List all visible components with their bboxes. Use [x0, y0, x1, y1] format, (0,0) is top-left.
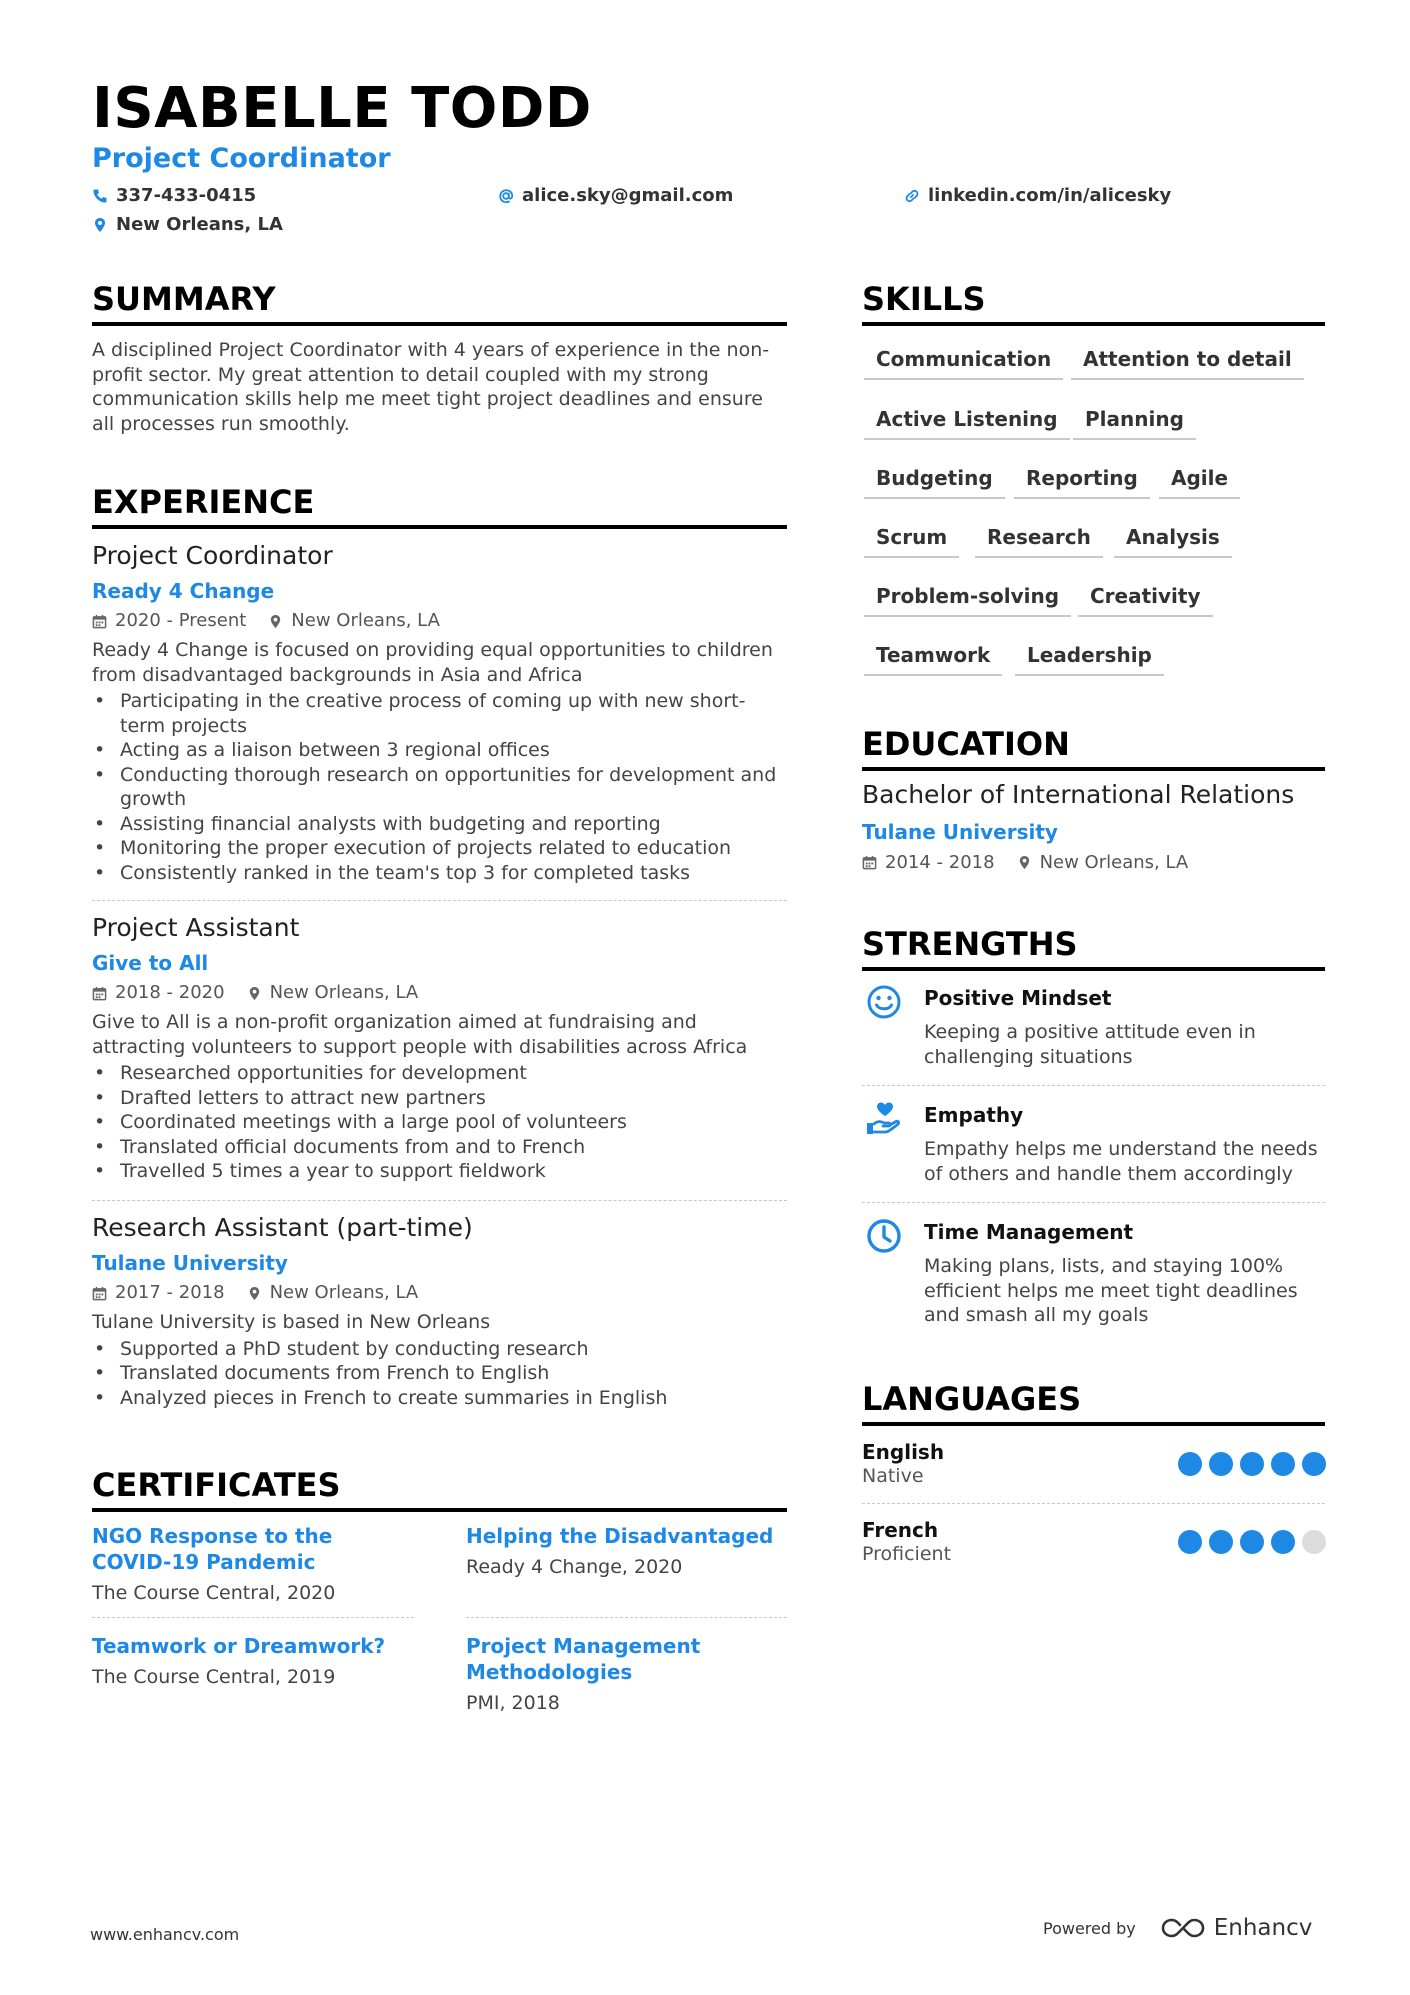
calendar-icon — [92, 1286, 107, 1301]
linkedin-text: linkedin.com/in/alicesky — [928, 185, 1172, 206]
phone-text: 337-433-0415 — [116, 185, 257, 206]
job-bullet: • Translated documents from French to English — [92, 1361, 787, 1386]
job-bullet: • Assisting financial analysts with budgeting and reporting — [92, 812, 787, 837]
language-rating — [1178, 1530, 1326, 1554]
linkedin-contact[interactable] — [904, 185, 1171, 206]
job-entry — [92, 540, 787, 885]
job-bullet: • Translated official documents from and to French — [92, 1135, 787, 1160]
job-meta — [92, 982, 787, 1004]
job-bullet: • Travelled 5 times a year to support fieldwork — [92, 1159, 787, 1184]
job-description: Give to All is a non-profit organization aimed at fundraising and attracting volunteers to support people with disabilities across Africa — [92, 1011, 748, 1058]
skill-tag: Communication — [864, 346, 1063, 380]
strength-description: Making plans, lists, and staying 100% efficient helps me meet tight deadlines and smash all my goals — [924, 1255, 1298, 1326]
job-location: New Orleans, LA — [269, 1282, 419, 1303]
location-pin-icon — [92, 217, 108, 233]
strength-item — [862, 1101, 1325, 1201]
education-degree: Bachelor of International Relations — [862, 780, 1295, 809]
job-company[interactable]: Ready 4 Change — [92, 579, 275, 603]
language-level: Proficient — [862, 1543, 952, 1565]
phone-contact[interactable] — [92, 185, 256, 206]
job-bullet: • Analyzed pieces in French to create summaries in English — [92, 1386, 787, 1411]
strength-description: Empathy helps me understand the needs of others and handle them accordingly — [924, 1138, 1318, 1185]
strength-title: Empathy — [924, 1103, 1024, 1127]
footer-branding — [1043, 1915, 1312, 1941]
certificate-item — [466, 1633, 787, 1715]
job-bullets — [92, 1337, 787, 1411]
certificate-issuer: The Course Central, 2020 — [92, 1582, 336, 1604]
education-location: New Orleans, LA — [1039, 852, 1189, 873]
rating-dot-filled — [1178, 1530, 1202, 1554]
location-text: New Orleans, LA — [116, 214, 283, 235]
rating-dot-empty — [1302, 1530, 1326, 1554]
smile-icon — [866, 984, 902, 1020]
enhancv-logo-icon — [1160, 1915, 1206, 1941]
language-name: French — [862, 1518, 939, 1542]
job-bullet: • Consistently ranked in the team's top 3 for completed tasks — [92, 861, 787, 886]
divider — [862, 1202, 1325, 1203]
powered-by-text: Powered by — [1043, 1918, 1136, 1938]
job-title: Research Assistant (part-time) — [92, 1213, 473, 1242]
strength-description: Keeping a positive attitude even in challenging situations — [924, 1021, 1256, 1068]
certificate-title[interactable]: Teamwork or Dreamwork? — [92, 1634, 386, 1658]
language-name: English — [862, 1440, 945, 1464]
certificate-item — [466, 1523, 787, 1579]
job-bullet: • Coordinated meetings with a large pool of volunteers — [92, 1110, 787, 1135]
job-location: New Orleans, LA — [269, 982, 419, 1003]
job-bullet: • Drafted letters to attract new partners — [92, 1086, 787, 1111]
job-bullets — [92, 1061, 787, 1184]
experience-heading: EXPERIENCE — [92, 483, 787, 529]
brand-logo[interactable] — [1160, 1915, 1313, 1941]
rating-dot-filled — [1302, 1452, 1326, 1476]
job-description: Tulane University is based in New Orleans — [92, 1311, 491, 1333]
summary-text: A disciplined Project Coordinator with 4 years of experience in the non-profit sector. My great attention to detail coupled with my strong communication skills help me meet tight project deadlines and ensure all processes run smoothly. — [92, 339, 770, 435]
certificate-title[interactable]: Helping the Disadvantaged — [466, 1524, 774, 1548]
certificate-item — [92, 1633, 412, 1689]
location-contact — [92, 214, 283, 235]
certificate-title[interactable]: NGO Response to the COVID-19 Pandemic — [92, 1524, 333, 1574]
email-contact[interactable] — [498, 185, 733, 206]
skill-tag: Active Listening — [864, 406, 1070, 440]
calendar-icon — [92, 986, 107, 1001]
certificate-issuer: The Course Central, 2019 — [92, 1666, 336, 1688]
summary-heading: SUMMARY — [92, 280, 787, 326]
skill-tag: Problem-solving — [864, 583, 1071, 617]
job-company[interactable]: Give to All — [92, 951, 209, 975]
location-pin-icon — [1017, 855, 1032, 870]
job-bullet: • Participating in the creative process of coming up with new short-term projects — [92, 689, 787, 738]
phone-icon — [92, 188, 108, 204]
education-meta — [862, 852, 1188, 873]
footer-website[interactable]: www.enhancv.com — [90, 1925, 240, 1944]
job-bullet: • Monitoring the proper execution of projects related to education — [92, 836, 787, 861]
job-bullet: • Researched opportunities for development — [92, 1061, 787, 1086]
skill-tag: Attention to detail — [1071, 346, 1304, 380]
email-text: alice.sky@gmail.com — [522, 185, 734, 206]
languages-heading: LANGUAGES — [862, 1380, 1325, 1426]
divider — [862, 1085, 1325, 1086]
job-bullet: • Supported a PhD student by conducting research — [92, 1337, 787, 1362]
location-pin-icon — [247, 1286, 262, 1301]
skills-heading: SKILLS — [862, 280, 1325, 326]
strength-item — [862, 984, 1325, 1084]
location-pin-icon — [247, 986, 262, 1001]
job-description: Ready 4 Change is focused on providing equal opportunities to children from disadvantaged backgrounds in Asia and Africa — [92, 639, 773, 686]
rating-dot-filled — [1240, 1452, 1264, 1476]
job-company[interactable]: Tulane University — [92, 1251, 288, 1275]
divider — [466, 1617, 787, 1618]
job-title: Project Assistant — [92, 913, 300, 942]
divider — [92, 1200, 787, 1201]
divider — [862, 1503, 1325, 1504]
rating-dot-filled — [1209, 1530, 1233, 1554]
brand-name: Enhancv — [1213, 1915, 1313, 1941]
location-pin-icon — [268, 614, 283, 629]
certificate-item — [92, 1523, 412, 1605]
strength-title: Positive Mindset — [924, 986, 1112, 1010]
rating-dot-filled — [1271, 1530, 1295, 1554]
rating-dot-filled — [1178, 1452, 1202, 1476]
education-school[interactable]: Tulane University — [862, 820, 1058, 844]
skill-tag: Leadership — [1015, 642, 1164, 676]
candidate-role: Project Coordinator — [92, 143, 391, 174]
skill-tag: Analysis — [1114, 524, 1232, 558]
skill-tag: Agile — [1159, 465, 1240, 499]
strength-item — [862, 1218, 1325, 1338]
strengths-heading: STRENGTHS — [862, 925, 1325, 971]
skill-tag: Reporting — [1014, 465, 1150, 499]
skill-tag: Creativity — [1078, 583, 1213, 617]
language-level: Native — [862, 1465, 924, 1487]
certificate-issuer: Ready 4 Change, 2020 — [466, 1556, 683, 1578]
job-bullet: • Acting as a liaison between 3 regional offices — [92, 738, 787, 763]
skill-tag: Scrum — [864, 524, 959, 558]
strength-title: Time Management — [924, 1220, 1134, 1244]
education-heading: EDUCATION — [862, 725, 1325, 771]
skill-tag: Planning — [1073, 406, 1196, 440]
divider — [92, 900, 787, 901]
certificate-issuer: PMI, 2018 — [466, 1692, 560, 1714]
skill-tag: Budgeting — [864, 465, 1005, 499]
job-location: New Orleans, LA — [291, 610, 440, 631]
job-dates: 2017 - 2018 — [115, 1282, 225, 1303]
link-icon — [904, 188, 920, 204]
candidate-name: ISABELLE TODD — [92, 76, 592, 141]
job-bullets — [92, 689, 787, 885]
divider — [92, 1617, 414, 1618]
at-icon — [498, 188, 514, 204]
job-bullet: • Conducting thorough research on opportunities for development and growth — [92, 763, 787, 812]
language-rating — [1178, 1452, 1326, 1476]
rating-dot-filled — [1240, 1530, 1264, 1554]
job-entry — [92, 1212, 787, 1410]
skill-tag: Research — [975, 524, 1103, 558]
job-dates: 2020 - Present — [115, 610, 247, 631]
clock-icon — [866, 1218, 902, 1254]
rating-dot-filled — [1271, 1452, 1295, 1476]
calendar-icon — [862, 855, 877, 870]
job-dates: 2018 - 2020 — [115, 982, 225, 1003]
job-meta — [92, 1282, 787, 1304]
job-title: Project Coordinator — [92, 541, 333, 570]
education-dates: 2014 - 2018 — [885, 852, 995, 873]
heart-hand-icon — [866, 1101, 902, 1137]
calendar-icon — [92, 614, 107, 629]
rating-dot-filled — [1209, 1452, 1233, 1476]
skill-tag: Teamwork — [864, 642, 1002, 676]
job-meta — [92, 610, 787, 632]
certificate-title[interactable]: Project Management Methodologies — [466, 1634, 701, 1684]
job-entry — [92, 912, 787, 1184]
certificates-heading: CERTIFICATES — [92, 1466, 787, 1512]
